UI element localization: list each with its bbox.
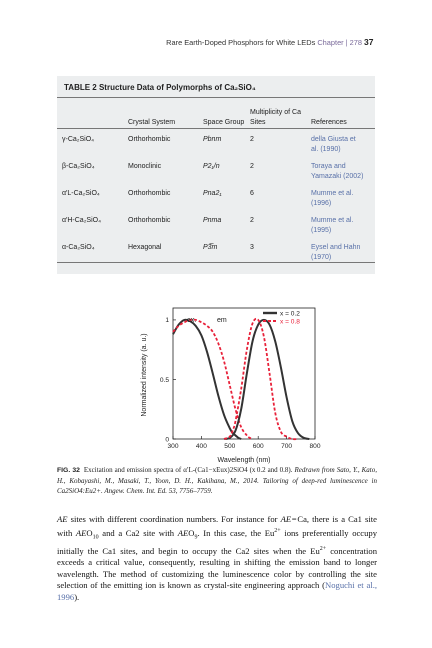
col-header-group: Space Group bbox=[203, 119, 245, 126]
page-number: 37 bbox=[364, 37, 374, 47]
body-text-6: concentration exceeds a critical value, consequently, resulting in shifting the emission band to longer wavelength. The method of customizing the luminescence color by controlling the site selection of the emitting ion is known as crystal-site engineering approach ( bbox=[57, 545, 377, 591]
excitation-annotation: ex. bbox=[187, 317, 197, 324]
table-top-rule bbox=[57, 97, 375, 98]
cell-space-group: Pna2₁ bbox=[203, 190, 222, 197]
caption-label: FIG. 32 bbox=[57, 467, 80, 474]
cell-polymorph: α-Ca₂SiO₄ bbox=[62, 244, 95, 251]
x-tick-label: 800 bbox=[309, 443, 321, 450]
table-row bbox=[57, 158, 375, 185]
cell-crystal-system: Monoclinic bbox=[128, 163, 162, 170]
table-title: TABLE 2 Structure Data of Polymorphs of Ca₂SiO₄ bbox=[64, 83, 256, 92]
running-head bbox=[0, 38, 362, 47]
cell-polymorph: α′L-Ca₂SiO₄ bbox=[62, 190, 100, 197]
citation-link[interactable]: Noguchi et al., 1996 bbox=[57, 580, 377, 602]
cell-polymorph: β-Ca₂SiO₄ bbox=[62, 163, 95, 170]
cell-crystal-system: Orthorhombic bbox=[128, 190, 171, 197]
col-header-polymorph bbox=[57, 100, 128, 131]
body-text-2: is a Ca1 site with bbox=[57, 514, 377, 538]
caption-source: Redrawn from Sato, Y., Kato, H., Kobayashi, M., Masaki, T., Yoon, D. H., Kakihana, M., 2014. Tailoring of deep-red luminescence in Ca2SiO4:Eu2+. Angew. Chem. Int. Ed. 53, 7756–7759. bbox=[57, 466, 378, 495]
table-row bbox=[57, 212, 375, 239]
cell-reference[interactable]: della Giusta et al. (1990) bbox=[311, 136, 356, 153]
col-header-multiplicity: Multiplicity of Ca Sites bbox=[250, 109, 301, 126]
emission-annotation: em bbox=[217, 317, 227, 324]
cell-multiplicity: 2 bbox=[250, 217, 254, 224]
legend-label-0: x = 0.2 bbox=[280, 310, 300, 318]
table-row bbox=[57, 239, 375, 265]
x-tick-label: 500 bbox=[224, 443, 236, 450]
body-text-7: ). bbox=[74, 592, 80, 602]
cell-reference[interactable]: Toraya and Yamazaki (2002) bbox=[311, 163, 364, 180]
cell-polymorph: α′H-Ca₂SiO₄ bbox=[62, 217, 101, 224]
body-text-5: ions preferentially occupy initially the Ca1 sites, and begin to occupy the Ca2 sites when the Eu bbox=[57, 527, 378, 556]
caption-text: Excitation and emission spectra of α′L-(Ca1−xEux)2SiO4 (x 0.2 and 0.8). bbox=[83, 466, 293, 474]
body-text-1: sites with different coordination numbers. For instance for bbox=[70, 514, 278, 524]
x-tick-label: 400 bbox=[195, 443, 207, 450]
cell-multiplicity: 2 bbox=[250, 163, 254, 170]
body-text-4: . In this case, the Eu bbox=[197, 527, 275, 538]
cell-polymorph: γ-Ca₂SiO₄ bbox=[62, 136, 95, 143]
cell-space-group: P2₁/n bbox=[203, 163, 220, 170]
cell-space-group: P3̅m bbox=[203, 244, 218, 251]
figure-caption bbox=[57, 465, 377, 496]
table-row bbox=[57, 185, 375, 212]
cell-multiplicity: 3 bbox=[250, 244, 254, 251]
x-tick-label: 300 bbox=[167, 443, 179, 450]
cell-multiplicity: 6 bbox=[250, 190, 254, 197]
y-tick-label: 1 bbox=[165, 317, 169, 325]
cell-reference[interactable]: Mumme et al. (1996) bbox=[311, 190, 354, 207]
y-axis-label: Normalized intensity (a. u.) bbox=[141, 333, 148, 417]
x-tick-label: 600 bbox=[252, 443, 264, 450]
cell-reference[interactable]: Eysel and Hahn (1970) bbox=[311, 244, 361, 261]
col-header-references: References bbox=[311, 119, 347, 126]
col-header-system: Crystal System bbox=[128, 119, 176, 126]
table-row bbox=[57, 131, 375, 158]
cell-crystal-system: Orthorhombic bbox=[128, 217, 171, 224]
cell-space-group: Pbnm bbox=[203, 136, 222, 143]
structure-table bbox=[57, 100, 375, 265]
legend-label-1: x = 0.8 bbox=[280, 318, 300, 326]
y-tick-label: 0 bbox=[165, 436, 169, 444]
chapter-label: Chapter | 278 bbox=[317, 38, 362, 47]
x-tick-label: 700 bbox=[281, 443, 293, 450]
cell-reference[interactable]: Mumme et al. (1995) bbox=[311, 217, 354, 234]
y-tick-label: 0.5 bbox=[159, 376, 169, 384]
cell-multiplicity: 2 bbox=[250, 136, 254, 143]
body-paragraph: AE sites with different coordination numbers. For instance for AE = Ca, there is a Ca1 site with $AEO_{10}$ and a Ca2 site with $AEO_9$. In this case, the $Eu^{2+}$ ions preferentially occupy initially the Ca1 sites, and begin to occupy the Ca2 sites when the $Eu^{2+}$ concentration exceeds a critical value, consequently, resulting in shifting the emission band to longer wavelength. The method of customizing the luminescence color by controlling the site selection of the emitting ion is known as crystal-site engineering approach (Noguchi et al., 1996). bbox=[57, 514, 378, 602]
cell-crystal-system: Orthorhombic bbox=[128, 136, 171, 143]
x-axis-label: Wavelength (nm) bbox=[217, 457, 271, 464]
spectra-figure bbox=[135, 303, 335, 466]
body-text-3: and a Ca2 site with bbox=[102, 527, 175, 538]
cell-space-group: Pnma bbox=[203, 217, 222, 224]
cell-crystal-system: Hexagonal bbox=[128, 244, 162, 251]
running-title: Rare Earth-Doped Phosphors for White LEDs bbox=[166, 38, 316, 47]
table-header-row bbox=[57, 100, 375, 131]
